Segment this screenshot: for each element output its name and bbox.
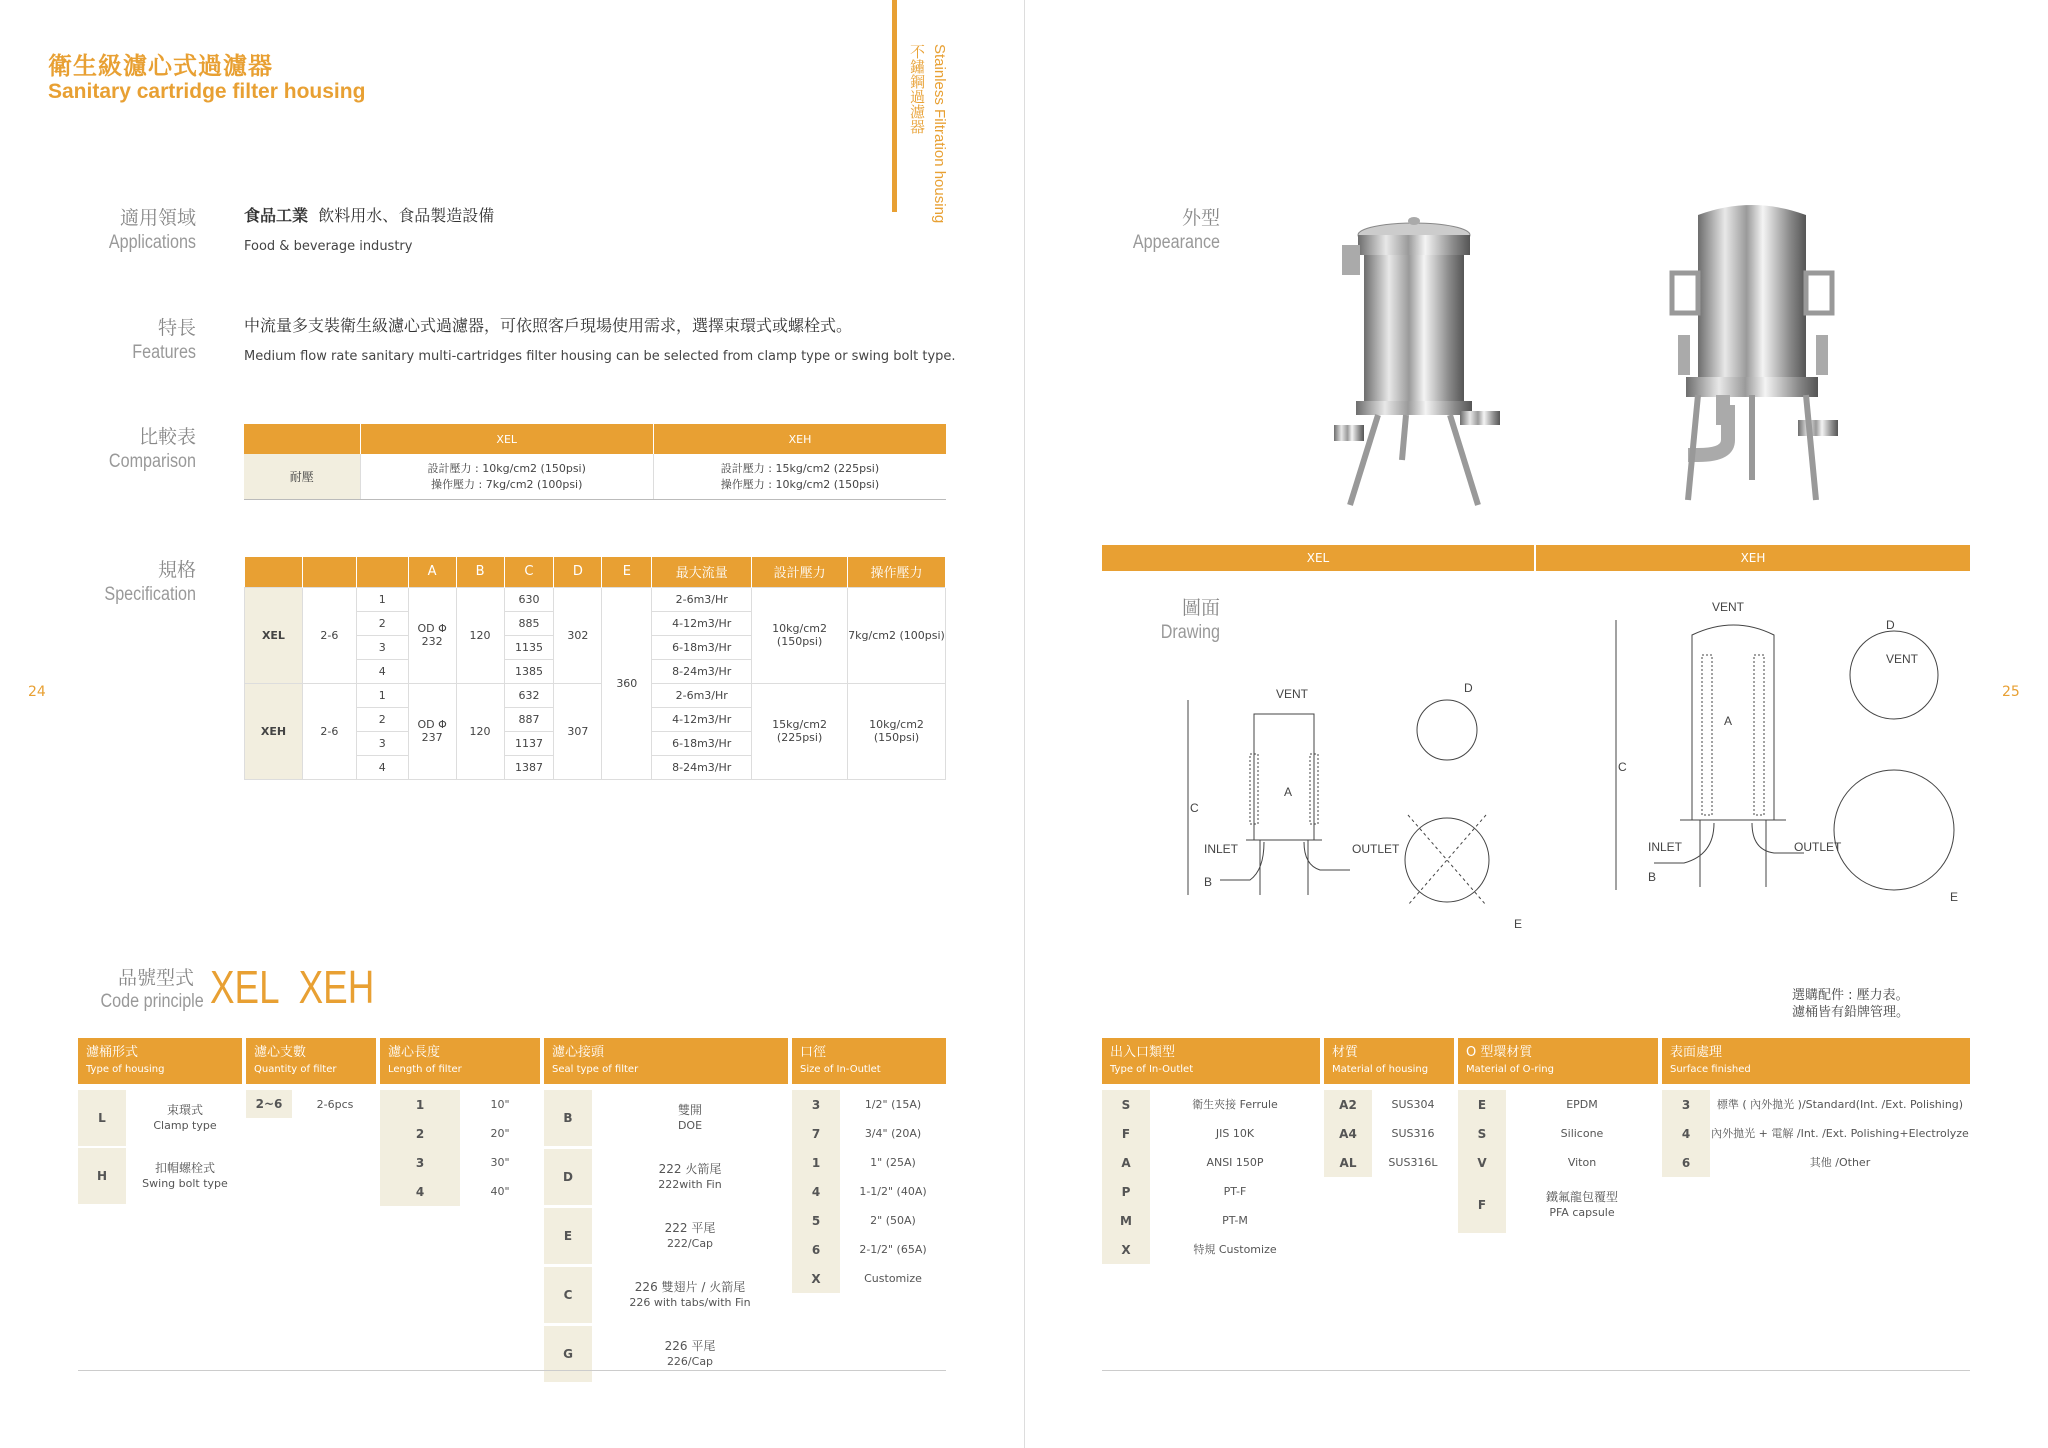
side-accent-bar: [892, 0, 897, 212]
xeh-a-label: A: [1724, 714, 1733, 728]
spec-cell: 3: [356, 635, 408, 659]
spec-cell: 1: [356, 587, 408, 611]
xeh-c-label: C: [1618, 760, 1627, 774]
spec-xel-a: OD Φ 232: [408, 587, 456, 683]
xeh-inlet-label: INLET: [1648, 840, 1683, 854]
accessory-note: 選購配件 : 壓力表。 濾桶皆有鉛牌管理。: [1792, 988, 1910, 1020]
page-number-left: 24: [28, 684, 46, 700]
xel-vent-label: VENT: [1276, 687, 1309, 701]
xeh-vent-label: VENT: [1712, 600, 1745, 614]
code-oring-list: E EPDM S Silicone V Viton F 鐵氟龍包覆型 PFA capsule: [1458, 1090, 1658, 1233]
spec-cell: 630: [504, 587, 554, 611]
code-head-length: 濾心長度 Length of filter: [380, 1038, 540, 1084]
features-label-en: Features: [132, 342, 196, 363]
code-qty-code: 2~6: [246, 1090, 292, 1118]
spec-cell: 2: [356, 611, 408, 635]
xel-product-image: [1320, 205, 1510, 515]
spec-head-a: A: [408, 557, 456, 587]
appearance-bar-xel: XEL: [1102, 545, 1534, 571]
xeh-outlet-label: OUTLET: [1794, 840, 1842, 854]
xeh-product-image: [1658, 195, 1848, 515]
appearance-bar-xeh: XEH: [1536, 545, 1970, 571]
comparison-xel-cell: 設計壓力 : 10kg/cm2 (150psi) 操作壓力 : 7kg/cm2 (100psi): [360, 454, 653, 499]
spec-cell: 2-6m3/Hr: [652, 587, 752, 611]
spec-head-b: B: [456, 557, 504, 587]
spec-xel-range: 2-6: [302, 587, 356, 683]
xel-a-label: A: [1284, 785, 1293, 799]
code-length-list: 1 10" 2 20" 3 30" 4 40": [380, 1090, 540, 1206]
code-table-left: [78, 1038, 946, 1372]
comparison-col-xeh: XEH: [653, 424, 946, 454]
spec-cell: 2-6m3/Hr: [652, 683, 752, 707]
xel-d-label: D: [1464, 681, 1473, 695]
spec-cell: 887: [504, 707, 554, 731]
features-label-zh: 特長: [157, 317, 196, 339]
code-seal-list: B 雙開 DOE D 222 火箭尾 222with Fin E 222 平尾 222/Cap C 226 雙翅片 / 火箭尾 226 with tabs/with Fin G 226 平尾 226/Cap: [544, 1090, 788, 1382]
side-title-zh: 不鏽鋼過濾器: [908, 44, 926, 134]
spec-cell: 8-24m3/Hr: [652, 659, 752, 683]
code-qty-val: 2-6pcs: [316, 1097, 354, 1111]
code-label-zh: 品號型式: [117, 967, 194, 989]
spec-e: 360: [602, 587, 652, 779]
comparison-col-xel: XEL: [360, 424, 653, 454]
spec-xeh-a: OD Φ 237: [408, 683, 456, 779]
xel-c-label: C: [1190, 801, 1199, 815]
code-housing-H-desc: 扣帽螺栓式 Swing bolt type: [142, 1161, 228, 1190]
spec-cell: 1387: [504, 755, 554, 779]
spec-cell: 4-12m3/Hr: [652, 611, 752, 635]
spec-xeh-oper: 10kg/cm2 (150psi): [848, 683, 946, 779]
side-title-en: Stainless Filtration housing: [931, 44, 948, 224]
spec-cell: 6-18m3/Hr: [652, 635, 752, 659]
spec-cell: 1137: [504, 731, 554, 755]
xel-e-label: E: [1514, 917, 1523, 931]
comparison-table: [244, 424, 946, 500]
code-table-right-rule: [1102, 1370, 1970, 1371]
xeh-b-label: B: [1648, 870, 1657, 884]
xel-b-label: B: [1204, 875, 1213, 889]
xeh-vent-top-label: VENT: [1886, 652, 1919, 666]
spec-cell: 4: [356, 659, 408, 683]
applications-label-zh: 適用領域: [119, 207, 196, 229]
title-en: Sanitary cartridge filter housing: [48, 80, 366, 103]
spec-cell: 632: [504, 683, 554, 707]
spec-cell: 6-18m3/Hr: [652, 731, 752, 755]
spec-cell: 4-12m3/Hr: [652, 707, 752, 731]
spec-xeh-name: XEH: [245, 683, 303, 779]
code-models: XEL XEH: [210, 961, 375, 1013]
code-inout-list: S 衛生夾接 Ferrule F JIS 10K A ANSI 150P P PT-F M PT-M X 特規 Customize: [1102, 1090, 1320, 1264]
page-gutter: [1024, 0, 1025, 1448]
xel-technical-drawing: [1180, 680, 1540, 940]
xeh-d-label: D: [1886, 618, 1895, 632]
code-head-inout: 出入口類型 Type of In-Outlet: [1102, 1038, 1320, 1084]
xel-inlet-label: INLET: [1204, 842, 1239, 856]
xeh-e-label: E: [1950, 890, 1959, 904]
spec-cell: 3: [356, 731, 408, 755]
spec-head-oper: 操作壓力: [848, 557, 946, 587]
code-head-seal: 濾心接頭 Seal type of filter: [544, 1038, 788, 1084]
spec-head-c: C: [504, 557, 554, 587]
code-table-right: [1102, 1038, 1970, 1372]
spec-xeh-design: 15kg/cm2 (225psi): [752, 683, 848, 779]
code-label-en: Code principle: [100, 991, 204, 1012]
spec-cell: 1135: [504, 635, 554, 659]
features-zh: 中流量多支裝衛生級濾心式過濾器，可依照客戶現場使用需求，選擇束環式或螺栓式。: [244, 316, 853, 335]
code-material-list: A2 SUS304 A4 SUS316 AL SUS316L: [1324, 1090, 1454, 1177]
code-head-qty: 濾心支數 Quantity of filter: [246, 1038, 376, 1084]
spec-head-e: E: [602, 557, 652, 587]
code-head-housing: 濾桶形式 Type of housing: [78, 1038, 242, 1084]
applications-en: Food & beverage industry: [244, 239, 413, 254]
spec-xeh-range: 2-6: [302, 683, 356, 779]
drawing-label-en: Drawing: [1160, 622, 1220, 643]
spec-head-flow: 最大流量: [652, 557, 752, 587]
spec-cell: 8-24m3/Hr: [652, 755, 752, 779]
drawing-label-zh: 圖面: [1181, 597, 1220, 619]
spec-xel-d: 302: [554, 587, 602, 683]
code-head-material: 材質 Material of housing: [1324, 1038, 1454, 1084]
spec-xeh-b: 120: [456, 683, 504, 779]
xel-outlet-label: OUTLET: [1352, 842, 1400, 856]
comparison-label-zh: 比較表: [138, 426, 196, 448]
spec-cell: 885: [504, 611, 554, 635]
spec-cell: 4: [356, 755, 408, 779]
spec-head-design: 設計壓力: [752, 557, 848, 587]
spec-cell: 2: [356, 707, 408, 731]
spec-xel-b: 120: [456, 587, 504, 683]
code-housing-H: H: [78, 1148, 126, 1204]
spec-xel-oper: 7kg/cm2 (100psi): [848, 587, 946, 683]
spec-xel-name: XEL: [245, 587, 303, 683]
spec-cell: 1: [356, 683, 408, 707]
spec-xel-design: 10kg/cm2 (150psi): [752, 587, 848, 683]
comparison-xeh-cell: 設計壓力 : 15kg/cm2 (225psi) 操作壓力 : 10kg/cm2 (150psi): [653, 454, 946, 499]
code-head-oring: O 型環材質 Material of O-ring: [1458, 1038, 1658, 1084]
applications-label-en: Applications: [108, 232, 196, 253]
xeh-technical-drawing: [1604, 595, 1974, 925]
title-zh: 衛生級濾心式過濾器: [48, 52, 273, 80]
spec-cell: 1385: [504, 659, 554, 683]
code-table-rule: [78, 1370, 946, 1371]
code-surface-list: 3 標準 ( 內外拋光 )/Standard(Int. /Ext. Polishing) 4 內外拋光 + 電解 /Int. /Ext. Polishing+Electrolyze 6 其他 /Other: [1662, 1090, 1970, 1177]
appearance-label-en: Appearance: [1132, 232, 1220, 253]
spec-label-zh: 規格: [157, 559, 196, 581]
page-number-right: 25: [2002, 684, 2020, 700]
spec-table: [244, 557, 946, 780]
code-housing-L: L: [78, 1090, 126, 1146]
code-size-list: 3 1/2" (15A) 7 3/4" (20A) 1 1" (25A) 4 1-1/2" (40A) 5 2" (50A) 6 2-1/2" (65A) X Customize: [792, 1090, 946, 1293]
applications-zh: 食品工業 飲料用水、食品製造設備: [244, 206, 495, 225]
spec-xeh-d: 307: [554, 683, 602, 779]
code-head-surface: 表面處理 Surface finished: [1662, 1038, 1970, 1084]
appearance-label-zh: 外型: [1181, 207, 1220, 229]
comparison-label-en: Comparison: [108, 451, 196, 472]
code-housing-L-desc: 束環式 Clamp type: [153, 1103, 217, 1132]
spec-label-en: Specification: [104, 584, 196, 605]
code-head-size: 口徑 Size of In-Outlet: [792, 1038, 946, 1084]
spec-head-d: D: [554, 557, 602, 587]
comparison-row-label: 耐壓: [244, 454, 360, 499]
features-en: Medium flow rate sanitary multi-cartridges filter housing can be selected from clamp type or swing bolt type.: [244, 349, 956, 364]
